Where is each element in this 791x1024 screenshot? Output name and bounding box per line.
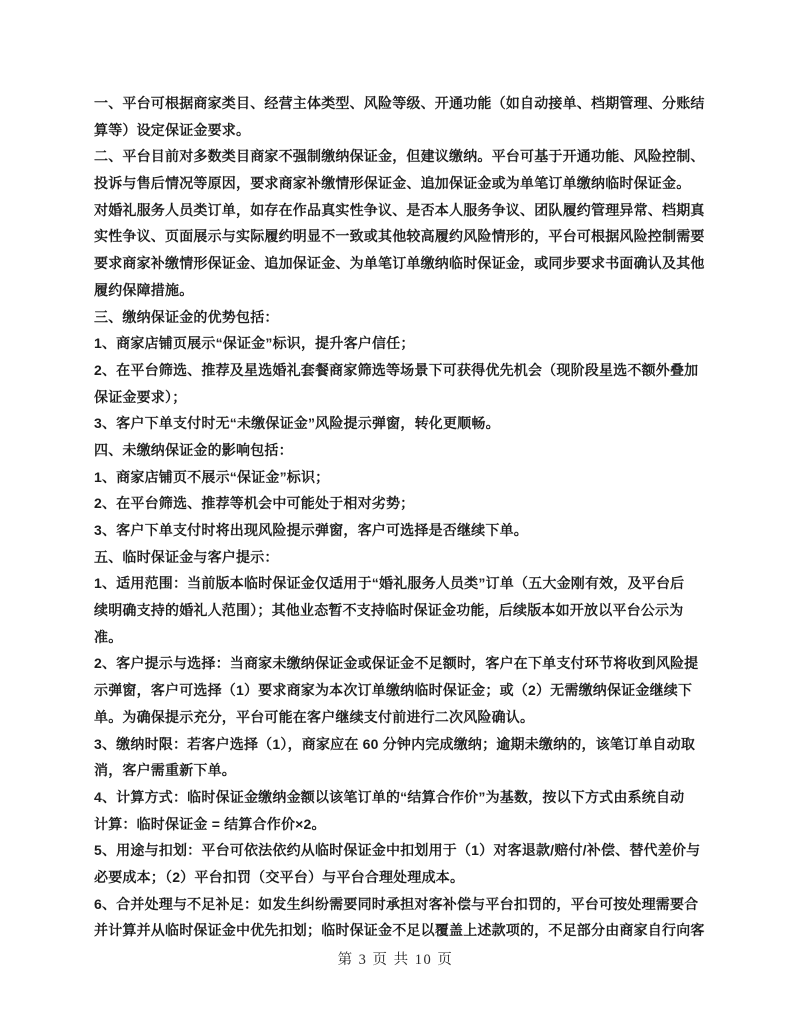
text-line: 二、平台目前对多数类目商家不强制缴纳保证金，但建议缴纳。平台可基于开通功能、风险控制、	[94, 148, 705, 165]
text-line: 计算：临时保证金 = 结算合作价×2。	[94, 815, 326, 832]
text-line: 5、用途与扣划：平台可依法依约从临时保证金中扣划用于（1）对客退款/赔付/补偿、替代差价与	[94, 842, 701, 859]
text-line: 并计算并从临时保证金中优先扣划；临时保证金不足以覆盖上述款项的，不足部分由商家自行向客	[94, 922, 705, 939]
text-line: 1、商家店铺页不展示“保证金”标识；	[94, 468, 330, 485]
text-line: 2、客户提示与选择：当商家未缴纳保证金或保证金不足额时，客户在下单支付环节将收到风险提	[94, 655, 699, 672]
text-line: 单。为确保提示充分，平台可能在客户继续支付前进行二次风险确认。	[94, 708, 535, 725]
text-line: 3、客户下单支付时将出现风险提示弹窗，客户可选择是否继续下单。	[94, 522, 528, 538]
text-line: 三、缴纳保证金的优势包括：	[94, 308, 279, 325]
text-line: 4、计算方式：临时保证金缴纳金额以该笔订单的“结算合作价”为基数，按以下方式由系统自动	[94, 788, 685, 805]
text-line: 必要成本；（2）平台扣罚（交平台）与平台合理处理成本。	[94, 868, 465, 885]
text-line: 6、合并处理与不足补足：如发生纠纷需要同时承担对客补偿与平台扣罚的，平台可按处理需要合	[94, 895, 699, 912]
text-line: 四、未缴纳保证金的影响包括：	[94, 441, 293, 458]
text-line: 投诉与售后情况等原因，要求商家补缴情形保证金、追加保证金或为单笔订单缴纳临时保证金。	[94, 175, 691, 192]
text-line: 履约保障措施。	[94, 281, 194, 298]
document-body	[94, 90, 712, 944]
text-line: 一、平台可根据商家类目、经营主体类型、风险等级、开通功能（如自动接单、档期管理、分账结	[94, 95, 705, 111]
text-line: 五、临时保证金与客户提示：	[94, 548, 279, 565]
text-line: 消，客户需重新下单。	[94, 762, 236, 779]
text-line: 1、适用范围：当前版本临时保证金仅适用于“婚礼服务人员类”订单（五大金刚有效，及平台后	[94, 575, 685, 592]
text-line: 对婚礼服务人员类订单，如存在作品真实性争议、是否本人服务争议、团队履约管理异常、档期真	[94, 201, 705, 218]
text-line: 2、在平台筛选、推荐等机会中可能处于相对劣势；	[94, 495, 415, 512]
page-footer: 第 3 页 共 10 页	[337, 952, 454, 968]
text-line: 2、在平台筛选、推荐及星选婚礼套餐商家筛选等场景下可获得优先机会（现阶段星选不额外叠加	[94, 361, 699, 378]
text-line: 保证金要求）；	[94, 388, 187, 405]
text-line: 3、客户下单支付时无“未缴保证金”风险提示弹窗，转化更顺畅。	[94, 415, 500, 432]
text-line: 3、缴纳时限：若客户选择（1），商家应在 60 分钟内完成缴纳；逾期未缴纳的，该笔订单自动取	[94, 735, 696, 752]
text-line: 准。	[94, 628, 123, 645]
text-line: 实性争议、页面展示与实际履约明显不一致或其他较高履约风险情形的，平台可根据风险控制需要	[94, 228, 705, 245]
text-line: 算等）设定保证金要求。	[94, 121, 251, 138]
text-line: 示弹窗，客户可选择（1）要求商家为本次订单缴纳临时保证金；或（2）无需缴纳保证金继续下	[94, 682, 693, 699]
text-line: 1、商家店铺页展示“保证金”标识，提升客户信任；	[94, 335, 415, 352]
text-line: 要求商家补缴情形保证金、追加保证金、为单笔订单缴纳临时保证金，或同步要求书面确认及其他	[94, 255, 705, 272]
text-line: 续明确支持的婚礼人范围）；其他业态暂不支持临时保证金功能，后续版本如开放以平台公示为	[94, 602, 684, 619]
